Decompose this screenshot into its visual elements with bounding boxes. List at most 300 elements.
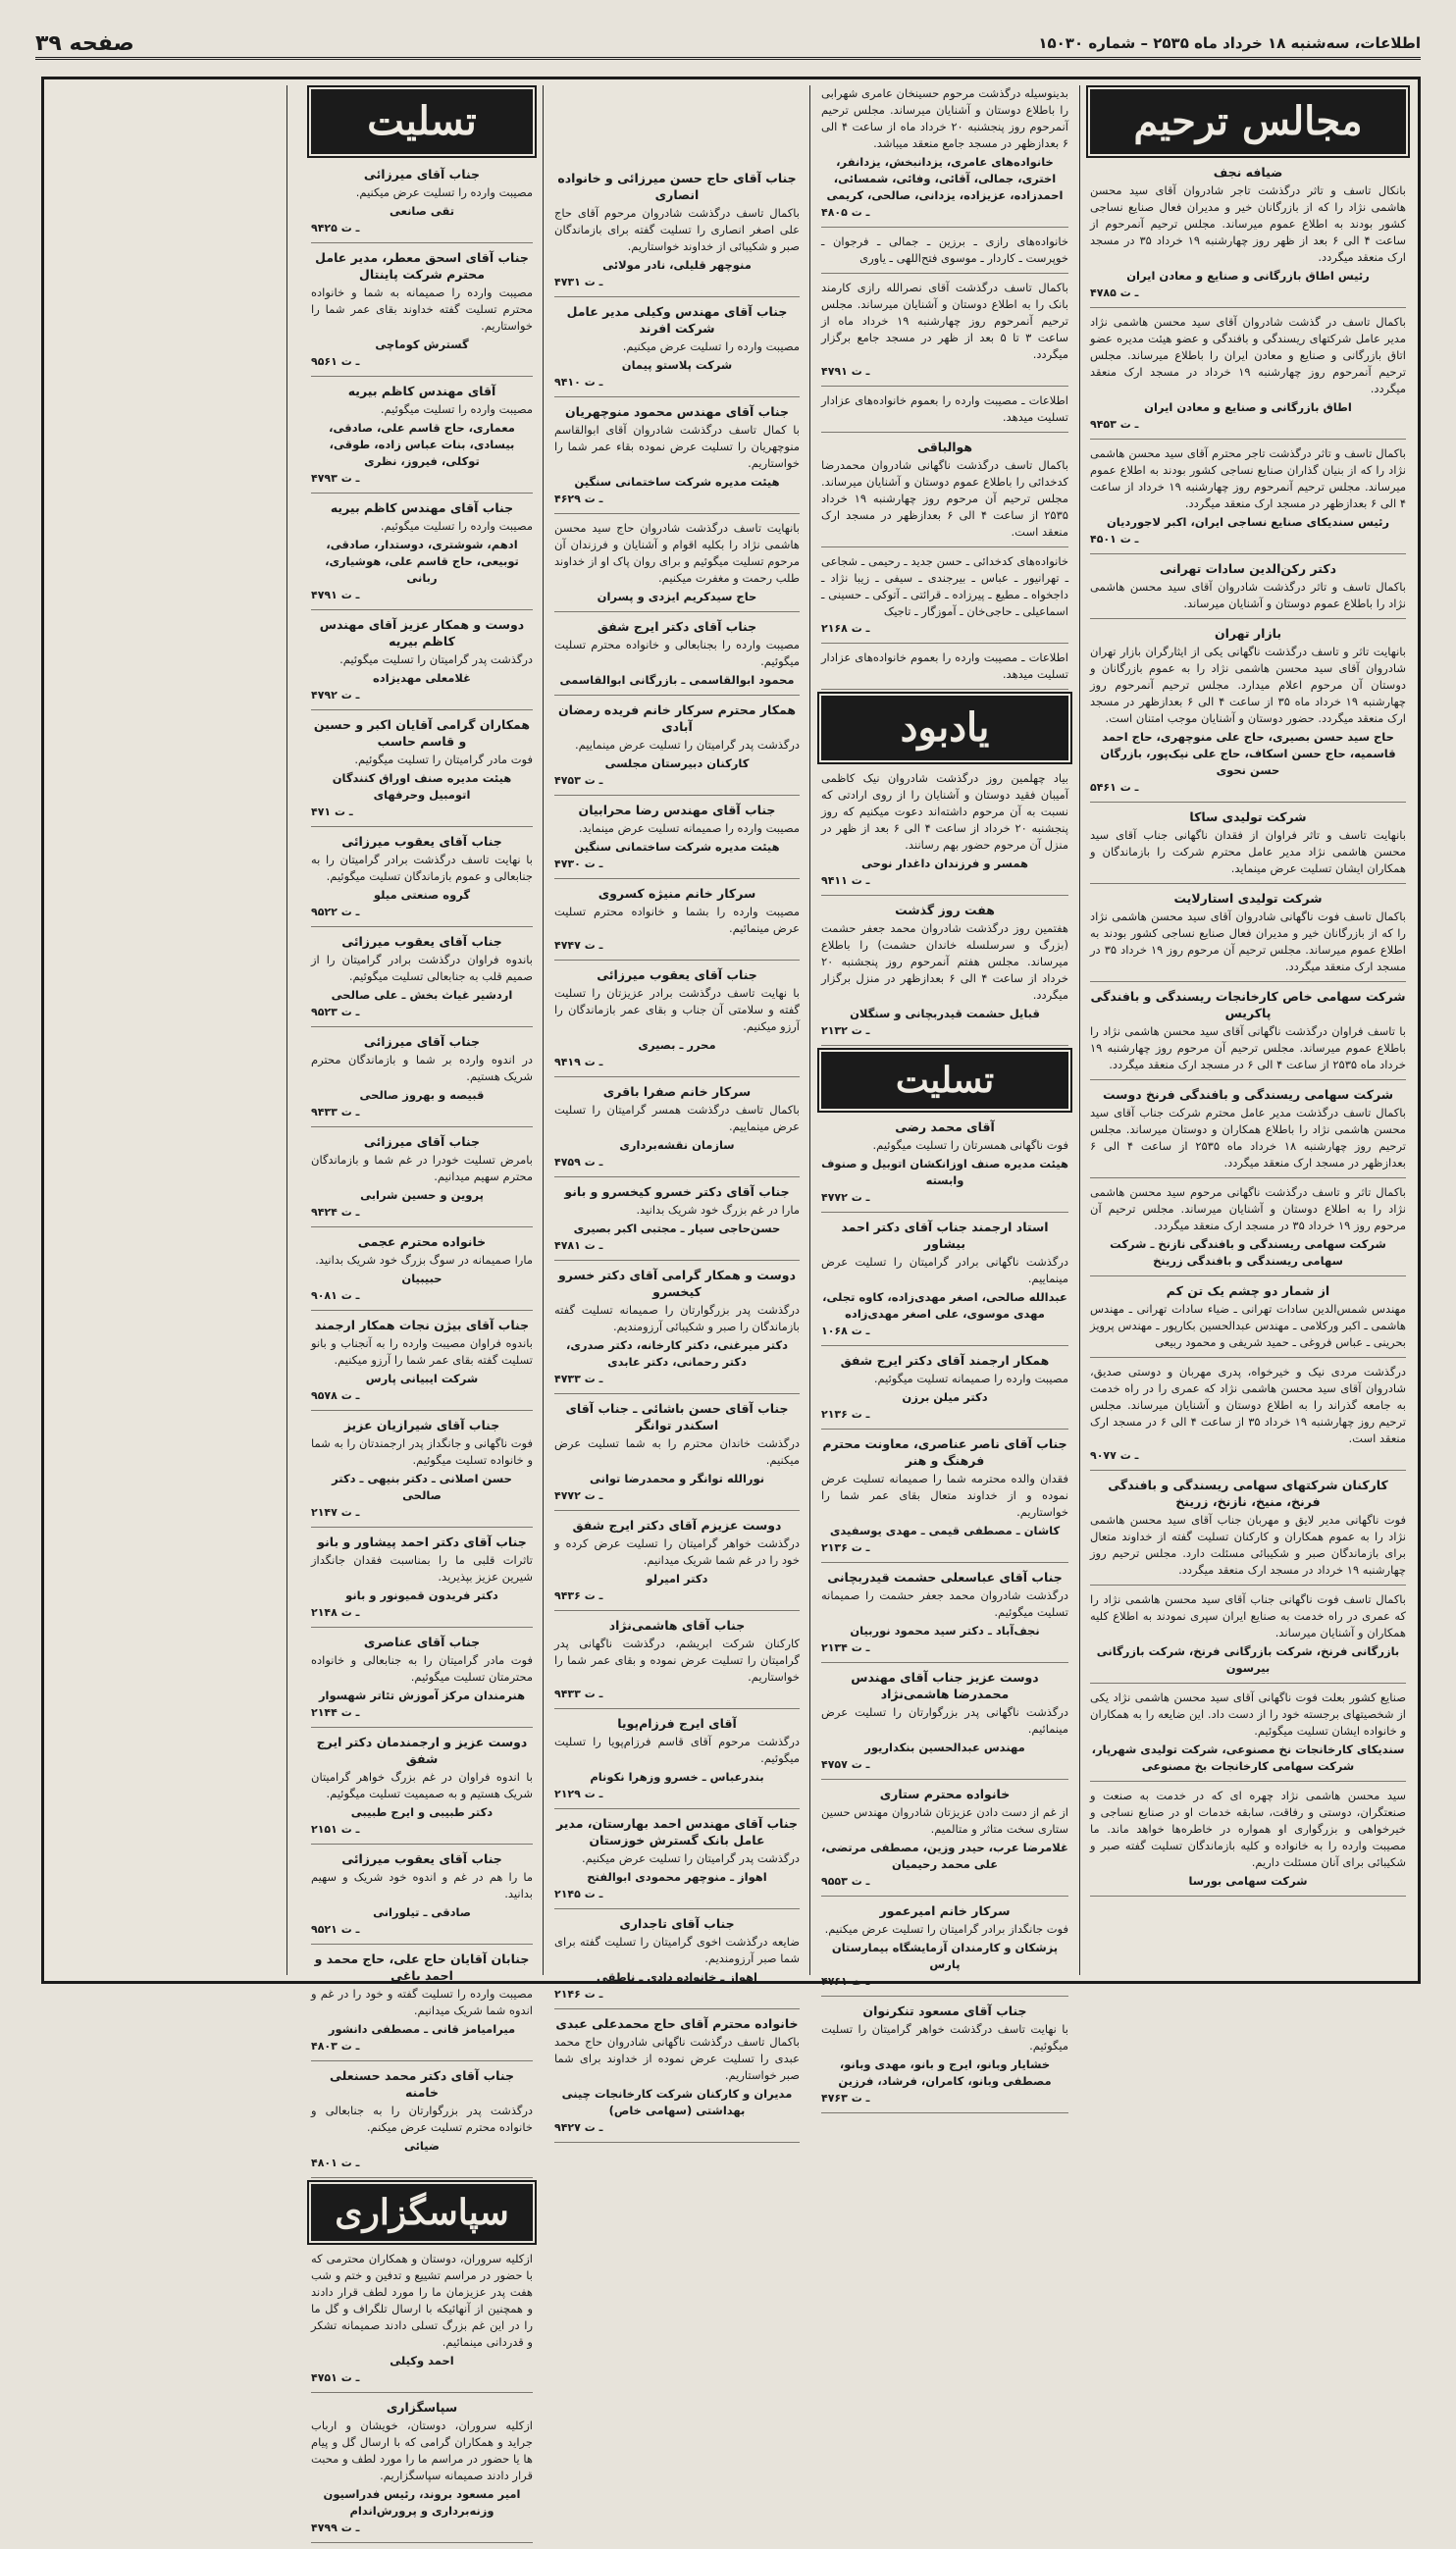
notice-body: مارا صمیمانه در سوگ بزرگ خود شریک بدانید. [315,1253,533,1267]
notice-item [1090,890,1406,982]
notice-body: فوت جانگداز برادر گرامیتان را تسلیت عرض میکنیم. [824,1922,1068,1936]
notices-col2 [821,85,1068,690]
notice-body: کارکنان شرکت ابریشم، درگذشت ناگهانی پدر گرامیتان را تسلیت عرض نموده و بقای عمر شما را خواستاریم. [554,1637,800,1684]
notice-title: جناب آقای شیرازیان عزیز [343,1418,500,1432]
notice-signature: بازرگانی فرنخ، شرکت بازرگانی فرنخ، شرکت بازرگانی بیرسون [1096,1644,1400,1675]
notice-title: جناب آقای یعقوب میرزائی [341,1851,502,1866]
notice-code: ۴۷۶۱ ـ ت [821,1975,870,1988]
notice-item [554,618,800,696]
notice-item [1090,808,1406,884]
notice-code: ۹۴۲۴ ـ ت [311,1206,360,1219]
notice-signature: غلامعلی مهدیزاده [373,671,471,685]
notice-code: ۹۴۱۹ ـ ت [554,1056,603,1068]
notice-code: ۴۷۹۳ ـ ت [311,472,360,485]
content-frame [41,77,1421,2534]
notice-title: جناب آقای عباسعلی حشمت قیدربچانی [827,1570,1063,1585]
notice-signature: پروین و حسین شرابی [360,1188,484,1202]
banner-majales-tarhim: مجالس ترحیم [1090,89,1406,154]
notice-body: مصیبت وارده را صمیمانه تسلیت عرض مینماید. [578,821,800,835]
notice-code: ۲۱۴۶ ـ ت [554,1988,603,2001]
notice-code: ۹۴۳۳ ـ ت [311,1106,360,1118]
notice-code: ۴۷۱ ـ ت [311,806,353,818]
notice-code: ۹۵۷۸ ـ ت [311,1389,360,1402]
notice-body: درگذشت مردی نیک و خیرخواه، پدری مهربان و دوستی صدیق، شادروان آقای سید محسن هاشمی نژاد که عمری را در راه خدمت به جامعه گذراند را به اطلاع دوستان و آشنایان میرساند. مجلس ترحیم روز چهارشنبه ۱۹ خرداد ۳۵ از ساعت ۴ الی ۶ در مسجد ارک منعقد است. [1090,1365,1406,1445]
notice-signature: گسترش کوماچی [375,338,469,351]
notice-signature: خانواده‌های عامری، یزدانبخش، یزدانفر، اختری، جمالی، آقائی، وفائی، شمسائی، احمدزاده، عزیزاده، یزدانی، صالحی، کریمی [826,155,1064,202]
notice-item [1090,1477,1406,1586]
notice-signature: حاج سید حسن بصیری، حاج علی منوچهری، حاج احمد قاسمیه، حاج حسن اسکاف، حاج علی نیک‌پور، بازرگان حسن نحوی [1100,730,1396,777]
notice-title: جناب آقای حسن باشائی ـ جناب آقای اسکندر توانگر [565,1401,789,1432]
notice-body: مهندس شمس‌الدین سادات تهرانی ـ ضیاء سادات تهرانی ـ مهندس هاشمی ـ اکبر ورکلامی ـ مهندس عبدالحسین بکارپور ـ مهندس پرویز بحرینی ـ عباس فروغی ـ حمید شریفی و محمود ربیعی [1090,1302,1406,1349]
notice-signature: سندیکای کارخانجات نخ مصنوعی، شرکت تولیدی شهرپار، شرکت سهامی کارخانجات بخ مصنوعی [1091,1743,1405,1773]
notice-item [1090,1690,1406,1782]
notice-item [554,966,800,1077]
column-majales-tarhim [1090,85,1406,1975]
notice-body: باکمال تاسف درگذشت ناگهانی شادروان محمدرضا کدخدائی را باطلاع عموم دوستان و آشنایان میرساند. مجلس ترحیم آن مرحوم روز چهارشنبه ۱۹ خرداد ۲۵۳۵ از ساعت ۴ الی ۶ بعدازظهر در مسجد ارک منعقد است. [821,458,1069,539]
notice-body: باندوه فراوان مصیبت وارده را به آنجناب و بانو تسلیت گفته بقای عمر شما را آرزو میکنیم. [311,1336,533,1367]
notice-item [554,303,800,397]
notice-item [821,1352,1068,1430]
notice-item [554,885,800,961]
notice-item [311,1233,533,1311]
notices-col4-thanks [311,2251,533,2543]
notice-body: درگذشت پدر بزرگوارتان را به جنابعالی و خانواده محترم تسلیت عرض میکنم. [311,2104,533,2134]
notice-code: ۲۱۴۷ ـ ت [311,1506,360,1519]
notices-col2-yadbud [821,770,1068,1046]
notice-code: ۹۵۲۳ ـ ت [311,1006,360,1018]
notice-item [554,520,800,612]
notice-code: ۴۷۶۳ ـ ت [821,2092,870,2105]
notice-title: جناب آقای تاجداری [619,1916,735,1931]
notice-body: فقدان والده محترمه شما را صمیمانه تسلیت عرض نموده و از خداوند متعال بقای عمر شما را خواستاریم. [821,1472,1068,1519]
notice-body: مصیبت وارده را تسلیت عرض میکنیم. [622,339,800,353]
notice-title: جناب آقای مهندس رضا محرابیان [578,803,776,817]
column-divider [543,85,544,1975]
notice-body: درگذشت خاندان محترم را به شما تسلیت عرض میکنیم. [554,1436,800,1467]
notice-item [554,2015,800,2143]
notice-item [554,1517,800,1611]
notice-item [311,933,533,1027]
notice-body: باکمال تاسف درگذشت همسر گرامیتان را تسلیت عرض مینماییم. [554,1103,800,1133]
notice-title: جناب آقای دکتر خسرو کیخسرو و بانو [564,1184,790,1199]
notice-title: جناب آقای میرزائی [363,167,481,182]
notice-code: ۴۷۳۱ ـ ت [554,276,603,288]
notice-body: باکمال تاسف در گذشت شادروان آقای سید محسن هاشمی نژاد مدیر عامل شرکتهای ریسندگی و بافندگی و عضو هیئت مدیره عضو اتاق بازرگانی و صنایع و معادن ایران را باطلاع میرساند. مجلس ترحیم آنمرحوم روز چهارشنبه ۱۹ خرداد در مسجد ارک منعقد میگردد. [1090,315,1406,395]
notice-body: ازکلیه سروران، دوستان، خویشان و ارباب جراید و همکاران گرامی که با ارسال گل و پیام ها یا حضور در مراسم ما را مورد لطف و محبت قرار دادند صمیمانه سپاسگزاریم. [311,2419,533,2482]
notice-body: با نهایت تاسف درگذشت خواهر گرامیتان را تسلیت میگوئیم. [821,2022,1068,2053]
notice-code: ۴۷۷۲ ـ ت [554,1489,603,1502]
notice-title: جناب آقای مهندس محمود منوچهریان [564,404,790,419]
notice-item [821,650,1068,690]
notice-code: ۴۵۰۱ ـ ت [1090,533,1139,546]
notice-body: مصیبت وارده را تسلیت گفته و خود را در غم و اندوه شما شریک میدانیم. [311,1987,533,2017]
banner-sepasgozari: سپاسگزاری [311,2184,533,2241]
notice-signature: شرکت سهامی ریسندگی و بافندگی نازنخ ـ شرکت سهامی ریسندگی و بافندگی زرینخ [1110,1237,1386,1268]
notice-signature: غلامرضا عرب، حیدر وزین، مصطفی مرتضی، علی محمد رحیمیان [821,1841,1068,1871]
notice-signature: شرکت پلاستو پیمان [621,358,733,372]
notice-signature: رئیس سندیکای صنایع نساجی ایران، اکبر لاجوردیان [1106,515,1390,529]
notice-title: هوالباقی [916,440,973,454]
notice-body: اطلاعات ـ مصیبت وارده را بعموم خانواده‌های عزادار تسلیت میدهد. [821,650,1068,681]
notice-body: درگذشت پدر گرامیتان را تسلیت میگوئیم. [339,652,533,666]
notice-title: جنابان آقایان حاج علی، حاج محمد و احمد باغی [314,1951,530,1983]
notice-body: درگذشت خواهر گرامیتان را تسلیت عرض کرده و خود را در غم شما شریک میدانیم. [554,1536,800,1567]
notice-title: هفت روز گذشت [895,903,995,917]
notice-body: درگذشت ناگهانی پدر بزرگوارتان را تسلیت عرض مینمائیم. [821,1705,1068,1736]
notice-code: ۹۵۲۱ ـ ت [311,1923,360,1936]
notice-signature: ضیائی [403,2139,441,2153]
notice-item [554,1715,800,1809]
notice-title: بازار تهران [1214,626,1282,641]
notice-title: سرکار خانم امیرعمور [879,1903,1011,1918]
notice-body: با تاسف فراوان درگذشت ناگهانی آقای سید محسن هاشمی نژاد را باطلاع عموم میرساند. مجلس ترحیم آن مرحوم روز چهارشنبه ۱۹ خرداد ماه ۲۵۳۵ از ساعت ۴ الی ۶ در مسجد ارک منعقد میگردد. [1090,1024,1406,1071]
notice-signature: حسن‌حاجی سیار ـ مجتبی اکبر بصیری [573,1222,781,1235]
notice-item [821,1669,1068,1780]
notice-signature: پزشکان و کارمندان آزمایشگاه بیمارستان پارس [831,1941,1059,1971]
notice-body: سید محسن هاشمی نژاد چهره ای که در خدمت به صنعت و صنعتگران، دوستی و رفاقت، سابقه خدمات او در صنایع نساجی و خیرخواهی و بزرگواری او همواره در خاطره‌ها خواهد ماند. ما مصیبت وارده را به خانواده و کلیه بازماندگان تسلیت گفته صبر و شکیبائی برای آنان مسئلت داریم. [1090,1789,1406,1869]
notice-title: آقای محمد رضی [895,1119,995,1134]
notice-item [1090,445,1406,554]
column-2 [821,85,1069,2105]
notice-item [821,1902,1068,1997]
notice-code: ۴۷۳۰ ـ ت [554,858,603,870]
notice-body: خانواده‌های رازی ـ برزین ـ جمالی ـ فرجوان ـ خوپرست ـ کاردار ـ موسوی فتح‌اللهی ـ یاوری [821,234,1068,265]
notice-item [554,1400,800,1511]
notice-body: مصیبت وارده را تسلیت میگوئیم. [380,402,533,416]
notice-title: جناب آقای میرزائی [363,1134,481,1149]
notice-code: ۴۶۲۹ ـ ت [554,493,603,505]
notice-title: ضیافه نجف [1213,165,1283,180]
notice-item [554,702,800,796]
notice-signature: نورالله توانگر و محمدرضا توانی [589,1472,765,1485]
notice-body: با اندوه فراوان در غم بزرگ خواهر گرامیتان شریک هستیم و به صمیمیت تسلیت میگوئیم. [311,1770,533,1800]
notice-body: مصیبت وارده را صمیمانه به شما و خانواده محترم تسلیت گفته خداوند بقای عمر شما را خواستاریم. [311,286,533,333]
notice-signature: هیئت مدیره شرکت ساختمانی سنگین [574,840,780,854]
notice-body: باکمال تاسف درگذشت آقای نصرالله رازی کارمند بانک را به اطلاع دوستان و آشنایان میرساند. مجلس ترحیم آنمرحوم روز چهارشنبه ۱۹ خرداد ماه از ساعت ۳ تا ۵ بعد از ظهر در مسجد جامع برگزار میگردد. [821,281,1069,361]
notice-code: ۲۱۴۸ ـ ت [311,1606,360,1619]
notice-title: جناب آقای بیژن نجات همکار ارجمند [314,1318,530,1332]
notice-code: ۴۷۹۱ ـ ت [311,589,360,601]
notice-title: جناب آقای یعقوب میرزائی [341,834,502,849]
notice-title: جناب آقای یعقوب میرزائی [597,967,757,982]
notice-item [821,234,1068,274]
notice-title: سرکار خانم صفرا باقری [602,1084,752,1099]
notice-title: خانواده محترم ستاری [879,1787,1011,1801]
notice-title: از شمار دو چشم یک تن کم [1166,1283,1330,1298]
notice-body: باکمال تاسف و تاثر درگذشت تاجر محترم آقای سید محسن هاشمی نژاد را که از بنیان گذاران صنایع نساجی کشور بودند به اطلاع عموم میرساند. مجلس ترحیم آنمرحوم روز چهارشنبه ۱۹ خرداد از ساعت ۴ الی ۶ بعدازظهر در مسجد ارک منعقد میگردد. [1090,446,1407,510]
banner-tasliat-2: تسلیت [821,1052,1068,1109]
notice-code: ۲۱۴۴ ـ ت [311,1706,360,1719]
notice-item [311,616,533,710]
notice-item [554,170,800,297]
notice-signature: کارکنان دبیرستان مجلسی [604,756,750,770]
notice-title: خانواده محترم آقای حاج محمدعلی عبدی [555,2016,799,2031]
column-divider [809,85,810,1975]
notice-title: سرکار خانم منیژه کسروی [598,886,756,901]
notice-signature: شرکت سهامی بورسا [1188,1874,1308,1888]
notice-signature: اهواز ـ خانواده دادی ـ ناطقی [597,1970,757,1984]
notice-title: آقای ایرج فرزام‌پویا [617,1716,737,1731]
notice-title: جناب آقای مهندس وکیلی مدیر عامل شرکت افرند [566,304,788,336]
notice-item [311,166,533,243]
notice-signature: ادهم، شوشتری، دوستدار، صادقی، توبیعی، حاج قاسم علی، هوشیاری، ربانی [325,538,519,585]
tasliat-two-col [54,164,533,2549]
notice-code: ۹۴۳۳ ـ ت [554,1688,603,1700]
notice-item [311,499,533,610]
notice-title: خانواده محترم عجمی [357,1234,487,1249]
notice-body: فوت ناگهانی همسرتان را تسلیت میگوئیم. [872,1138,1068,1152]
notice-item [554,1815,800,1909]
notice-body: تاثرات قلبی ما را بمناسبت فقدان جانگداز شیرین عزیز بپذیرید. [311,1553,533,1584]
notice-title: شرکت سهامی خاص کارخانجات ریسندگی و بافندگی پاکریس [1090,989,1406,1020]
notice-code: ۲۱۲۹ ـ ت [554,1788,603,1800]
notice-body: فوت ناگهانی و جانگداز پدر ارجمندتان را به شما و خانواده تسلیت میگوئیم. [311,1436,533,1467]
notice-body: باکمال تاسف و تاثر درگذشت شادروان آقای سید محسن هاشمی نژاد را باطلاع عموم دوستان و آشنایان میرساند. [1090,580,1406,610]
notice-body: با نهایت تاسف درگذشت برادر گرامیتان را به جنابعالی و عموم بازماندگان تسلیت میگوئیم. [311,853,533,883]
notice-code: ۲۱۴۵ ـ ت [554,1888,603,1900]
notice-signature: معماری، حاج قاسم علی، صادقی، بیسادی، بنات عباس زاده، طوقی، توکلی، فیروز، نظری [329,421,515,468]
notice-title: کارکنان شرکتهای سهامی ریسندگی و بافندگی فرنخ، منیخ، نازنخ، زرینخ [1108,1478,1388,1509]
notice-code: ۱۰۶۸ ـ ت [821,1325,870,1337]
page-header [35,29,1421,60]
notice-item [821,770,1068,896]
notice-body: صنایع کشور بعلت فوت ناگهانی آقای سید محسن هاشمی نژاد یکی از شخصیتهای برجسته خود را از دست داد. این ضایعه را به همکاران و خانواده ایشان تسلیت میگوئیم. [1090,1691,1406,1738]
notice-title: شرکت تولیدی استارلایت [1173,891,1323,906]
notice-item [821,902,1068,1046]
notices-col3 [554,170,800,2143]
notice-signature: صادقی ـ تیلورانی [373,1905,471,1919]
notice-signature: گروه صنعتی میلو [373,888,471,902]
notice-signature: سازمان نقشه‌برداری [619,1138,735,1152]
notice-body: مصیبت وارده را صمیمانه تسلیت میگوئیم. [873,1372,1068,1385]
notice-body: خانواده‌های کدخدائی ـ حسن جدید ـ رحیمی ـ شجاعی ـ تهرانیور ـ عباس ـ بیرجندی ـ سیفی ـ زیبا نژاد ـ داجخواه ـ مطیع ـ پیرزاده ـ قرائتی ـ آتوکی ـ حسینی ـ اسماعیلی ـ حاجی‌خان ـ آموزگار ـ تاجیک [821,554,1068,618]
notice-title: جناب آقای اسحق معطر، مدیر عامل محترم شرکت پاینتال [315,250,529,282]
notice-signature: دکتر امیرلو [646,1572,708,1586]
notice-code: ۹۰۷۷ ـ ت [1090,1449,1139,1462]
notice-item [311,1850,533,1945]
notice-title: همکار محترم سرکار خانم فریده رمضان آبادی [557,702,797,734]
notice-body: فوت ناگهانی مدیر لایق و مهربان جناب آقای سید محسن هاشمی نژاد را به عموم همکاران و کارکنان تسلیت گفته از خداوند متعال برای بازماندگان صبر و شکیبائی مسئلت دارد. مجلس ترحیم روز چهارشنبه ۱۹ خرداد در مسجد ارک منعقد میگردد. [1090,1513,1406,1577]
notice-code: ۴۷۳۳ ـ ت [554,1373,603,1385]
notice-title: همکاران گرامی آقایان اکبر و حسین و قاسم حاسب [313,717,531,749]
notice-body: درگذشت پدر گرامیتان را تسلیت عرض میکنیم. [581,1851,800,1865]
notice-body: اطلاعات ـ مصیبت وارده را بعموم خانواده‌های عزادار تسلیت میدهد. [821,393,1068,424]
notice-item [821,1118,1068,1213]
notice-code: ۹۵۵۳ ـ ت [821,1875,870,1888]
notice-signature: بندرعباس ـ خسرو وزهرا نکونام [590,1770,764,1784]
notice-body: بانکال تاسف و تاثر درگذشت تاجر شادروان آقای سید محسن هاشمی نژاد را که از بازرگانان خیر و مدیران فعال صنایع نساجی کشور بودند به اطلاع عموم میرساند. مجلس ترحیم آنمرحوم از ساعت ۴ الی ۶ بعد از ظهر روز چهارشنبه ۱۹ خرداد ۳۵ در مسجد ارک منعقد میگردد. [1090,183,1406,264]
notice-code: ۲۱۳۲ ـ ت [821,1024,870,1037]
notice-code: ۹۴۲۷ ـ ت [554,2121,603,2134]
notice-signature: مدیران و کارکنان شرکت کارخانجات چینی بهداشتی (سهامی خاص) [561,2087,793,2117]
notice-code: ۹۴۳۶ ـ ت [554,1589,603,1602]
notice-body: بامرض تسلیت خودرا در غم شما و بازماندگان محترم سهیم میدانیم. [311,1153,533,1183]
notice-code: ۴۷۹۹ ـ ت [311,2522,360,2534]
notice-item [311,2399,533,2543]
column-divider [1079,85,1080,1975]
page-number: صفحه ۳۹ [35,30,134,56]
notice-body: فوت مادر گرامیتان را تسلیت میگوئیم. [354,753,533,766]
notice-signature: دکتر فریدون قمیونور و بانو [345,1588,498,1602]
notice-title: دکتر رکن‌الدین سادات تهرانی [1159,561,1337,576]
notice-title: جناب آقای دکتر ایرج شفق [597,619,757,634]
notice-signature: نجف‌آباد ـ دکتر سید محمود نوربیان [850,1624,1040,1638]
notice-code: ۴۷۸۵ ـ ت [1090,286,1139,299]
notice-item [554,1915,800,2009]
notice-body: فوت مادر گرامیتان را به جنابعالی و خانواده محترمتان تسلیت میگوئیم. [311,1653,533,1684]
notice-signature: امیر مسعود بروند، رئیس فدراسیون وزنه‌برداری و پرورش‌اندام [323,2487,521,2518]
notice-item [1090,1184,1406,1276]
notice-title: جناب آقای عناصری [363,1635,481,1649]
notice-code: ۵۴۶۱ ـ ت [1090,781,1139,794]
notice-title: جناب آقای دکتر محمد حسنعلی خامنه [330,2068,514,2100]
notice-item [311,716,533,827]
notice-item [311,833,533,927]
notice-code: ۹۴۱۰ ـ ت [554,376,603,389]
notice-code: ۹۵۶۱ ـ ت [311,355,360,368]
notice-body: درگذشت مرحوم آقای قاسم فرزام‌پویا را تسلیت میگوئیم. [554,1735,800,1765]
notice-title: شرکت تولیدی ساکا [1189,809,1307,824]
notice-body: ما را هم در غم و اندوه خود شریک و سهیم بدانید. [311,1870,533,1900]
notice-body: مصیبت وارده را بجنابعالی و خانواده محترم تسلیت میگوئیم. [554,638,800,668]
notice-signature: هیئت مدیره صنف اوراق کنندگان اتومبیل وحرفهای [332,771,512,802]
notice-body: از غم از دست دادن عزیزتان شادروان مهندس حسین ستاری سخت متاثر و متالمیم. [821,1805,1068,1836]
notice-code: ۹۴۵۳ ـ ت [1090,418,1139,431]
column-3 [554,85,800,2134]
notice-item [311,1317,533,1411]
notice-item [554,1183,800,1261]
notice-item [1090,1282,1406,1358]
notice-item [311,1951,533,2061]
notice-body: بانهایت تاسف و تاثر فراوان از فقدان ناگهانی جناب آقای سید محسن هاشمی نژاد مدیر عامل محترم شرکت را بازماندگان و همکاران ایشان تسلیت عرض مینماید. [1090,828,1406,875]
notice-item [554,403,800,514]
notice-signature: خشایار وبانو، ایرج و بانو، مهدی وبانو، مصطفی وبانو، کامران، فرشاد، فرزین [838,2057,1052,2088]
notice-body: باکمال تاثر و تاسف درگذشت ناگهانی مرحوم سید محسن هاشمی نژاد را به اطلاع دوستان و آشنایان میرساند. مجلس ترحیم آن مرحوم روز ۱۹ خرداد ۳۵ در مسجد ارک منعقد میگردد. [1090,1185,1406,1232]
notice-item [311,383,533,494]
notice-signature: هنرمندان مرکز آموزش تئاتر شهسوار [318,1689,526,1702]
notice-code: ۹۴۱۱ ـ ت [821,874,870,887]
notice-body: درگذشت ناگهانی برادر گرامیتان را تسلیت عرض مینماییم. [821,1255,1068,1285]
notice-signature: حبیبیان [401,1272,442,1285]
notice-code: ۲۱۵۱ ـ ت [311,1823,360,1836]
notice-body: باکمال تاسف فوت ناگهانی شادروان آقای سید محسن هاشمی نژاد را که از بازرگانان خیر و مدیران فعال صنایع نساجی کشور بودند به اطلاع عموم میرساند. مجلس ترحیم آن مرحوم روز ۱۹ خرداد ۳۵ در مسجد ارک منعقد میگردد. [1090,910,1406,973]
banner-tasliat-1: تسلیت [311,89,533,154]
notice-code: ۴۷۵۳ ـ ت [554,774,603,787]
notice-signature: حاج سیدکریم ایزدی و پسران [597,590,757,603]
notice-body: درگذشت پدر بزرگوارتان را صمیمانه تسلیت گفته بازماندگان را صبر و شکیبائی آرزومندیم. [554,1303,800,1333]
notice-code: ۴۸۰۳ ـ ت [311,2040,360,2053]
notice-code: ۴۸۰۱ ـ ت [311,2157,360,2169]
notice-body: باکمال تاسف فوت ناگهانی جناب آقای سید محسن هاشمی نژاد را که عمری در راه خدمت به صنایع ایران سپری نمودند به اطلاع کلیه همکاران و آشنایان میرساند. [1090,1592,1406,1639]
column-tasliat [54,85,533,2534]
notice-signature: رئیس اطاق بازرگانی و صنایع و معادن ایران [1126,269,1370,283]
notice-code: ۴۷۵۷ ـ ت [821,1758,870,1771]
notice-item [311,1534,533,1628]
notice-signature: منوچهر قلیلی، نادر مولائی [602,258,752,272]
notice-title: دوست عزیز جناب آقای مهندس محمدرضا هاشمی‌نژاد [851,1670,1039,1701]
notice-body: ازکلیه سروران، دوستان و همکاران محترمی که با حضور در مراسم تشییع و تدفین و ختم و شب هفت پدر عزیزمان ما را مورد لطف قرار دادند و همچنین از آنهائیکه با ارسال تلگراف و گل ما را در این غم بزرگ تسلی دادند صمیمانه تشکر و قدردانی مینمائیم. [311,2252,533,2349]
notice-item [554,1267,800,1394]
notice-title: جناب آقای مسعود تنکرنوان [862,2003,1027,2018]
notice-code: ۴۷۵۹ ـ ت [554,1156,603,1169]
notice-item [1090,1364,1406,1471]
notice-title: جناب آقای ناصر عناصری، معاونت محترم فرهنگ و هنر [822,1436,1067,1468]
notice-body: باکمال تاسف درگذشت ناگهانی شادروان حاج محمد عبدی را تسلیت عرض نموده از خداوند برای شما صبر خواستاریم. [554,2035,800,2082]
notice-body: باکمال تاسف درگذشت شادروان مرحوم آقای حاج علی اصغر انصاری را تسلیت گفته برای بازماندگان صبر و شکیبائی از خداوند خواستاریم. [554,206,800,253]
notice-body: مصیبت وارده را تسلیت عرض میکنیم. [355,185,533,199]
notice-title: همکار ارجمند آقای دکتر ایرج شفق [840,1353,1050,1368]
notice-item [311,1734,533,1845]
notice-title: جناب آقای مهندس کاظم بیریه [330,500,514,515]
notice-body: باندوه فراوان درگذشت برادر گرامیتان را از صمیم قلب به جنابعالی تسلیت میگوئیم. [311,953,533,983]
notice-code: ۲۱۳۶ ـ ت [821,1408,870,1421]
notice-code: ۴۸۰۵ ـ ت [821,206,870,219]
notice-body: در اندوه وارده بر شما و بازماندگان محترم شریک هستیم. [311,1053,533,1083]
notice-title: جناب آقای هاشمی‌نژاد [608,1618,746,1633]
notice-signature: عبدالله صالحی، اصغر مهدی‌زاده، کاوه تجلی، مهدی موسوی، علی اصغر مهدی‌زاده [822,1290,1067,1321]
notice-item [821,392,1068,433]
notice-code: ۴۷۷۲ ـ ت [821,1191,870,1204]
notice-item [311,2251,533,2393]
notice-code: ۴۷۸۱ ـ ت [554,1239,603,1252]
notice-signature: شرکت ایبیانی پارس [365,1372,479,1385]
notice-code: ۴۷۵۱ ـ ت [311,2371,360,2384]
notice-body: هفتمین روز درگذشت شادروان محمد جعفر حشمت (بزرگ و سرسلسله خاندان حشمت) را باطلاع میرساند. مجلس هفتم آنمرحوم روز پنجشنبه ۲۰ خرداد از ساعت ۴ الی ۶ بعدازظهر در منزل برگزار میگردد. [821,921,1068,1002]
notice-title: دوست عزیزم آقای دکتر ایرج شفق [572,1518,782,1533]
notice-signature: میرامیامز قانی ـ مصطفی دانشور [328,2022,516,2036]
notice-item [821,1569,1068,1663]
notice-signature: کاشان ـ مصطفی قیمی ـ مهدی یوسفیدی [829,1524,1061,1537]
notice-item [821,85,1068,228]
notice-code: ۴۷۴۷ ـ ت [554,939,603,952]
notice-item [554,1617,800,1709]
notice-item [311,1033,533,1127]
notice-signature: دکتر میلن برزن [902,1390,988,1404]
notice-signature: اطاق بازرگانی و صنایع و معادن ایران [1144,400,1352,414]
notice-body: بانهایت تاسف درگذشت شادروان حاج سید محسن هاشمی نژاد را بکلیه اقوام و آشنایان و فرزندان آن مرحوم تسلیت میگوئیم و برای روان پاک او از خداوند طلب رحمت و مغفرت میکنیم. [554,521,800,585]
notice-item [821,1435,1068,1563]
notice-body: با نهایت تاسف درگذشت برادر عزیزتان را تسلیت گفته و سلامتی آن جناب و بقای عمر بازماندگان را آرزو میکنیم. [554,986,800,1033]
notice-signature: اردشیر غیاث بخش ـ علی صالحی [331,988,513,1002]
notice-signature: محمود ابوالقاسمی ـ بازرگانی ابوالقاسمی [559,673,795,687]
notice-body: بانهایت تاثر و تاسف درگذشت ناگهانی یکی از ایثارگران بازار تهران شادروان آقای سید محسن هاشمی نژاد را به عموم بازرگانان و دوستان آن مرحوم اعلام میدارد. مجلس ترحیم آنمرحوم روز چهارشنبه ۱۹ خرداد ماه ۳۵ از ساعت ۴ الی ۶ بعدازظهر در مسجد ارک منعقد میگردد. حضور دوستان و آشنایان موجب امتنان است. [1090,645,1406,725]
notice-title: جناب آقای یعقوب میرزائی [341,934,502,949]
notice-body: مصیبت وارده را تسلیت میگوئیم. [380,519,533,533]
notice-item [1090,1086,1406,1178]
notice-item [311,1133,533,1227]
notice-item [311,2067,533,2178]
notice-code: ۴۷۹۲ ـ ت [311,689,360,702]
column-3-top-spacer [554,85,800,168]
notice-title: استاد ارجمند جناب آقای دکتر احمد بیشاور [841,1220,1049,1251]
notice-title: دوست و همکار گرامی آقای دکتر خسرو کیخسرو [558,1268,796,1299]
notice-item [821,280,1068,387]
notice-body: بیاد چهلمین روز درگذشت شادروان نیک کاظمی آمیبان فقید دوستان و آشنایان را از روی ارادتی که نسبت به آن مرحوم داشته‌اند دعوت میکنیم که روز پنجشنبه ۲۰ خرداد از ساعت ۴ الی ۶ بعد از ظهر در منزل آن مرحوم حضور بهم رسانند. [821,771,1068,852]
notice-signature: همسر و فرزندان داغدار نوحی [860,857,1029,870]
notice-item [1090,988,1406,1080]
notice-signature: قبیصه و بهروز صالحی [359,1088,485,1102]
notice-item [1090,1591,1406,1684]
notices-col2-tasliat [821,1118,1068,2113]
notice-title: جناب آقای میرزائی [363,1034,481,1049]
notice-code: ۹۴۲۵ ـ ت [311,222,360,234]
notice-item [821,2003,1068,2113]
notices-col4 [311,166,533,2178]
notice-body: باکمال تاسف درگذشت مدیر عامل محترم شرکت جناب آقای سید محسن هاشمی نژاد را باطلاع همکاران و دوستان میرساند. مجلس ترحیم روز چهارشنبه ۱۸ خرداد ماه ۲۵۳۵ از ساعت ۴ الی ۶ بعدازظهر در مسجد ارک منعقد میگردد. [1090,1106,1406,1170]
notice-body: ضایعه درگذشت اخوی گرامیتان را تسلیت گفته برای شما صبر آرزومندیم. [554,1935,800,1965]
notice-title: دوست عزیز و ارجمندمان دکتر ایرج شفق [316,1735,528,1766]
notice-code: ۴۷۹۱ ـ ت [821,365,870,378]
